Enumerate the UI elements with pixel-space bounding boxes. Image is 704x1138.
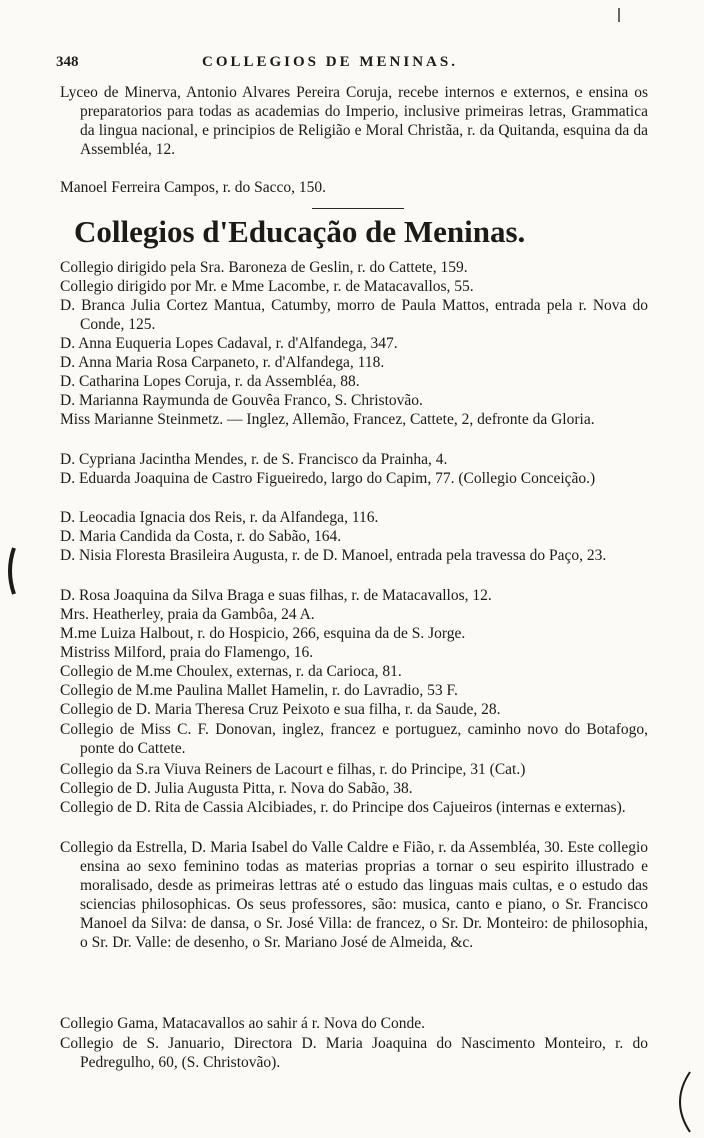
list-item: D. Catharina Lopes Coruja, r. da Assembléa, 88. [60,373,360,390]
entry-lyceo-minerva: Lyceo de Minerva, Antonio Alvares Pereira Coruja, recebe internos e externos, e ensina os preparatorios para todas as academias do Imperio, inclusive primeiras letras, Grammatica da lingua nacional, e principios de Religião e Moral Christãa, r. da Quitanda, esquina da da Assembléa, 12. [60,84,648,158]
list-item: Mrs. Heatherley, praia da Gambôa, 24 A. [60,606,315,623]
margin-mark [618,8,620,22]
list-item: D. Eduarda Joaquina de Castro Figueiredo, largo do Capim, 77. (Collegio Conceição.) [60,470,596,487]
list-item: Miss Marianne Steinmetz. — Inglez, Allemão, Francez, Cattete, 2, defronte da Gloria. [60,411,595,428]
list-item: Collegio de M.me Choulex, externas, r. da Carioca, 81. [60,663,402,680]
binding-mark-right [668,1070,696,1134]
page-number: 348 [56,54,79,70]
list-item: D. Cypriana Jacintha Mendes, r. de S. Francisco da Prainha, 4. [60,451,448,468]
list-item: Collegio da Estrella, D. Maria Isabel do Valle Caldre e Fião, r. da Assembléa, 30. Este collegio ensina ao sexo feminino todas as materias proprias a tornar o seu espirito illustrado e moralisado, desde as primeiras lettras até o estudo das linguas mais cultas, e o estudo das sciencias philosophicas. Os seus professores, são: musica, canto e piano, o Sr. Francisco Manoel da Silva: de dansa, o Sr. José Villa: de francez, o Sr. Dr. Monteiro: de philosophia, o Sr. Dr. Valle: de desenho, o Sr. Mariano José de Almeida, &c. [60,839,648,951]
list-item: D. Anna Euqueria Lopes Cadaval, r. d'Alfandega, 347. [60,335,398,352]
list-item: Collegio dirigido pela Sra. Baroneza de Geslin, r. do Cattete, 159. [60,259,468,276]
list-item: D. Maria Candida da Costa, r. do Sabão, 164. [60,528,342,545]
list-item: Collegio de S. Januario, Directora D. Maria Joaquina do Nascimento Monteiro, r. do Pedregulho, 60, (S. Christovão). [60,1035,648,1071]
list-item: Collegio da S.ra Viuva Reiners de Lacourt e filhas, r. do Principe, 31 (Cat.) [60,761,526,778]
title-rule [312,208,404,209]
list-item: D. Nisia Floresta Brasileira Augusta, r. de D. Manoel, entrada pela travessa do Paço, 23. [60,547,607,564]
list-item: D. Leocadia Ignacia dos Reis, r. da Alfandega, 116. [60,509,379,526]
list-item: Collegio Gama, Matacavallos ao sahir á r. Nova do Conde. [60,1015,426,1032]
list-item: Collegio de D. Julia Augusta Pitta, r. Nova do Sabão, 38. [60,780,413,797]
list-item: Collegio de D. Rita de Cassia Alcibiades, r. do Principe dos Cajueiros (internas e externas). [60,799,626,816]
list-item: Collegio dirigido por Mr. e Mme Lacombe, r. de Matacavallos, 55. [60,278,474,295]
list-item: M.me Luiza Halbout, r. do Hospicio, 266, esquina da de S. Jorge. [60,625,466,642]
binding-mark-left [4,546,20,596]
list-item: Collegio de M.me Paulina Mallet Hamelin, r. do Lavradio, 53 F. [60,682,458,699]
list-item: Collegio de D. Maria Theresa Cruz Peixoto e sua filha, r. da Saude, 28. [60,701,501,718]
list-item: D. Rosa Joaquina da Silva Braga e suas filhas, r. de Matacavallos, 12. [60,587,492,604]
page-header [56,54,656,72]
list-item: D. Anna Maria Rosa Carpaneto, r. d'Alfandega, 118. [60,354,385,371]
list-item: Mistriss Milford, praia do Flamengo, 16. [60,644,314,661]
running-title: COLLEGIOS DE MENINAS. [202,54,458,70]
list-item: Collegio de Miss C. F. Donovan, inglez, francez e portuguez, caminho novo do Botafogo, ponte do Cattete. [60,721,648,757]
list-item: D. Branca Julia Cortez Mantua, Catumby, morro de Paula Mattos, entrada pela r. Nova do Conde, 125. [60,297,648,333]
entry-manoel-campos: Manoel Ferreira Campos, r. do Sacco, 150. [60,179,327,196]
section-title: Collegios d'Educação de Meninas. [74,214,526,249]
list-item: D. Marianna Raymunda de Gouvêa Franco, S. Christovão. [60,392,423,409]
